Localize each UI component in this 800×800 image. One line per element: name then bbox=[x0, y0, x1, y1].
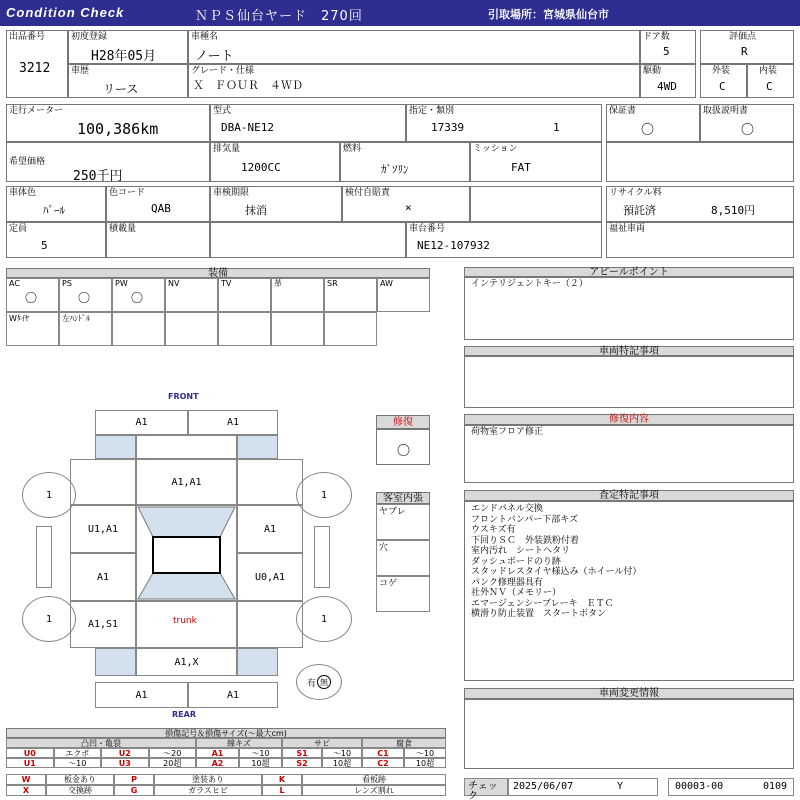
code-2: 0109 bbox=[763, 781, 788, 792]
appeal-text: インテリジェントキー（２） bbox=[471, 279, 588, 289]
grade-score: R bbox=[741, 45, 748, 58]
change-info-title: 車両変更情報 bbox=[464, 688, 794, 699]
color-code-label: 色コード bbox=[109, 188, 146, 198]
fuel: ｶﾞｿﾘﾝ bbox=[381, 163, 409, 176]
warranty-box bbox=[606, 104, 700, 142]
insurance-box bbox=[342, 186, 470, 222]
transmission-label: ミッション bbox=[473, 144, 518, 154]
interior-damage-item bbox=[376, 576, 430, 612]
repair-details-box bbox=[464, 425, 794, 483]
check-label: チェック bbox=[468, 781, 498, 800]
designation-number: 17339 bbox=[431, 121, 465, 134]
equipment-label: SR bbox=[327, 279, 338, 288]
change-info-box bbox=[464, 699, 794, 769]
wheel-rear-right: 1 bbox=[296, 596, 352, 642]
inspection-notes-title: 査定特記事項 bbox=[464, 490, 794, 501]
wheel-rear-left: 1 bbox=[22, 596, 76, 642]
equipment-value: 〇 bbox=[131, 291, 144, 305]
load-label: 積載量 bbox=[109, 224, 137, 234]
first-reg-box bbox=[68, 30, 188, 64]
spare-mark: 無 bbox=[317, 675, 331, 689]
legend-symbol-cell: P bbox=[114, 774, 154, 785]
inspection-note-line: フロントバンパー下部キズ bbox=[471, 514, 579, 525]
category-number: 1 bbox=[553, 121, 560, 134]
legend-group-title: 凸凹・亀裂 bbox=[6, 738, 196, 748]
equipment-cell-2 bbox=[218, 312, 271, 346]
vehicle-notes-box bbox=[464, 356, 794, 408]
listing-no-label: 出品番号 bbox=[9, 32, 46, 42]
zone-rear-right: A1 bbox=[188, 682, 278, 708]
desired-price: 250千円 bbox=[73, 169, 123, 184]
legend-cell: 10超 bbox=[239, 758, 282, 768]
equipment-cell bbox=[165, 278, 218, 312]
rear-corner-right bbox=[237, 648, 278, 676]
zone-left-rear-fender: A1,S1 bbox=[70, 601, 136, 648]
welfare-box bbox=[606, 222, 794, 258]
legend-cell: ～10 bbox=[54, 758, 102, 768]
trunk-area bbox=[136, 601, 237, 648]
displacement-label: 排気量 bbox=[213, 144, 241, 154]
inspection-note-line: 横滑り防止装置 スタートボタン bbox=[471, 609, 607, 619]
warranty-label: 保証書 bbox=[609, 106, 637, 116]
transmission-box bbox=[470, 142, 602, 182]
zone-left-rear-door: A1 bbox=[70, 553, 136, 601]
equipment-cell bbox=[112, 278, 165, 312]
equipment-label-2: Wﾀｲﾔ bbox=[9, 314, 29, 323]
inspection-notes-box bbox=[464, 501, 794, 681]
color-box bbox=[6, 186, 106, 222]
spare-label: 有 bbox=[306, 678, 316, 689]
equipment-label: AC bbox=[9, 279, 20, 288]
equipment-cell bbox=[218, 278, 271, 312]
wheel-front-left: 1 bbox=[22, 472, 76, 518]
legend-group-title: 腐食 bbox=[362, 738, 446, 748]
legend-symbol-cell: L bbox=[262, 785, 302, 796]
legend-symbol-cell: 板金あり bbox=[46, 774, 114, 785]
equipment-cell bbox=[377, 278, 430, 312]
cabin-glass bbox=[136, 505, 237, 601]
legend-cell: 10超 bbox=[404, 758, 446, 768]
inspection: 抹消 bbox=[245, 204, 267, 217]
interior-damage-label: コゲ bbox=[379, 579, 398, 589]
equipment-label: TV bbox=[221, 279, 232, 288]
repair-box bbox=[376, 429, 430, 465]
rear-corner-left bbox=[95, 648, 136, 676]
vehicle-notes-title: 車両特記事項 bbox=[464, 346, 794, 356]
inspection-note-line: スタッドレスタイヤ様込み（ホイール付） bbox=[471, 567, 642, 577]
equipment-label: PW bbox=[115, 279, 128, 288]
equipment-cell-2 bbox=[6, 312, 59, 346]
equipment-label-2: 左ﾊﾝﾄﾞﾙ bbox=[62, 314, 90, 323]
listing-no: 3212 bbox=[19, 61, 51, 76]
recycle-box bbox=[606, 186, 794, 222]
equipment-cell bbox=[6, 278, 59, 312]
drive-label: 駆動 bbox=[643, 66, 662, 76]
rear-label: REAR bbox=[172, 710, 196, 719]
equipment-value: 〇 bbox=[78, 291, 91, 305]
legend-cell: エクボ bbox=[54, 748, 102, 758]
fuel-box bbox=[340, 142, 470, 182]
inspection-box bbox=[210, 186, 342, 222]
manual-box bbox=[700, 104, 794, 142]
legend-cell: A1 bbox=[196, 748, 239, 758]
color: ﾊﾟｰﾙ bbox=[43, 204, 65, 217]
zone-left-front-door: U1,A1 bbox=[70, 505, 136, 553]
legend bbox=[6, 728, 446, 798]
history: リース bbox=[103, 82, 139, 96]
desired-price-box bbox=[6, 142, 210, 182]
manual-label: 取扱説明書 bbox=[703, 106, 749, 116]
left-side-window bbox=[36, 526, 52, 588]
inspection-note-line: エンドパネル交換 bbox=[471, 504, 543, 514]
insurance: × bbox=[405, 201, 412, 214]
header-bar bbox=[0, 0, 800, 26]
inspection-note-line: ウスキズ有 bbox=[471, 525, 516, 535]
chassis-box bbox=[406, 222, 602, 258]
drive: 4WD bbox=[657, 80, 677, 93]
listing-no-box bbox=[6, 30, 68, 98]
capacity-label: 定員 bbox=[9, 224, 28, 234]
legend-cell: U3 bbox=[101, 758, 149, 768]
zone-rear-bumper-top: A1,X bbox=[136, 648, 237, 676]
inspection-note-line: エマージェンシーブレーキ ＥＴＣ bbox=[471, 598, 614, 609]
form-title: Condition Check bbox=[6, 5, 125, 20]
doors: 5 bbox=[663, 45, 670, 58]
inspection-label: 車検期限 bbox=[213, 188, 250, 198]
legend-group-title: 線キズ bbox=[196, 738, 282, 748]
interior-box bbox=[747, 64, 794, 98]
doors-box bbox=[640, 30, 696, 64]
first-reg-label: 初度登録 bbox=[71, 32, 108, 42]
history-box bbox=[68, 64, 188, 98]
mileage: 100,386km bbox=[77, 120, 159, 138]
color-label: 車体色 bbox=[9, 188, 37, 198]
welfare-label: 福祉車両 bbox=[609, 224, 646, 234]
legend-symbol-cell: X bbox=[6, 785, 46, 796]
chassis: NE12-107932 bbox=[417, 239, 490, 252]
legend-symbol-cell: W bbox=[6, 774, 46, 785]
color-code-box bbox=[106, 186, 210, 222]
model-code-label: 型式 bbox=[213, 106, 232, 116]
pickup-location: 引取場所：宮城県仙台市 bbox=[488, 8, 609, 21]
equipment-label: AW bbox=[380, 279, 393, 288]
auction-title: ＮＰＳ仙台ヤード 270回 bbox=[195, 9, 363, 24]
interior-damage-title: 客室内張 bbox=[376, 492, 430, 504]
equipment-label: 革 bbox=[274, 279, 282, 288]
mileage-label: 走行メーター bbox=[9, 106, 64, 116]
capacity-box bbox=[6, 222, 106, 258]
legend-cell: U1 bbox=[6, 758, 54, 768]
interior-label: 内装 bbox=[759, 66, 778, 76]
inspection-note-line: 社外ＮＶ（メモリー） bbox=[471, 588, 562, 598]
legend-cell: ～10 bbox=[322, 748, 362, 758]
code-1: 00003-00 bbox=[675, 781, 724, 792]
equipment-title: 装備 bbox=[6, 268, 430, 278]
desired-price-label: 希望価格 bbox=[9, 157, 46, 167]
equipment-cell bbox=[59, 278, 112, 312]
displacement: 1200CC bbox=[241, 161, 281, 174]
right-side-window bbox=[314, 526, 330, 588]
designation-label: 指定・類別 bbox=[409, 106, 455, 116]
interior-damage-item bbox=[376, 504, 430, 540]
legend-cell: C2 bbox=[362, 758, 404, 768]
checker: Y bbox=[617, 781, 624, 792]
car-diagram bbox=[0, 388, 376, 722]
equipment-cell-2 bbox=[165, 312, 218, 346]
grade: Ｘ ＦＯＵＲ ４ＷＤ bbox=[193, 79, 303, 92]
first-reg: H28年05月 bbox=[91, 49, 157, 64]
repair-value: 〇 bbox=[397, 444, 411, 459]
legend-symbol-cell: 交換跡 bbox=[46, 785, 114, 796]
legend-symbol-cell: ガラスヒビ bbox=[154, 785, 262, 796]
legend-cell: ～10 bbox=[404, 748, 446, 758]
legend-cell: U0 bbox=[6, 748, 54, 758]
exterior-box bbox=[700, 64, 747, 98]
capacity: 5 bbox=[41, 239, 48, 252]
grade-score-box bbox=[700, 30, 794, 64]
spare-tire bbox=[296, 664, 342, 700]
zone-front-left: A1 bbox=[95, 410, 188, 435]
legend-title: 損傷記号＆損傷サイズ(～最大cm) bbox=[6, 728, 446, 738]
legend-symbol-cell: 塗装あり bbox=[154, 774, 262, 785]
inspection-note-line: 室内汚れ シートヘタリ bbox=[471, 546, 571, 556]
legend-cell: C1 bbox=[362, 748, 404, 758]
repair-details-text: 荷物室フロア修正 bbox=[471, 427, 544, 437]
manual: 〇 bbox=[741, 123, 755, 138]
legend-symbol-cell: レンズ割れ bbox=[302, 785, 446, 796]
front-fender-left bbox=[70, 459, 136, 505]
blank-box-2 bbox=[210, 222, 406, 258]
load-box bbox=[106, 222, 210, 258]
model-name: ノート bbox=[195, 49, 234, 64]
model-name-label: 車種名 bbox=[191, 32, 219, 42]
fuel-label: 燃料 bbox=[343, 144, 362, 154]
insurance-label: 検付自賠責 bbox=[345, 188, 391, 198]
front-label: FRONT bbox=[168, 392, 199, 401]
inspection-note-line: 下回りＳＣ 外装鉄粉付着 bbox=[471, 535, 580, 546]
model-code-box bbox=[210, 104, 406, 142]
legend-cell: ～20 bbox=[149, 748, 197, 758]
transmission: FAT bbox=[511, 161, 531, 174]
exterior: C bbox=[719, 80, 726, 93]
appeal-box bbox=[464, 277, 794, 340]
wheel-front-right: 1 bbox=[296, 472, 352, 518]
equipment-value: 〇 bbox=[25, 291, 38, 305]
check-date: 2025/06/07 bbox=[513, 781, 574, 792]
zone-hood: A1,A1 bbox=[136, 459, 237, 505]
appeal-title: アピールポイント bbox=[464, 267, 794, 277]
legend-cell: U2 bbox=[101, 748, 149, 758]
equipment-cell bbox=[324, 278, 377, 312]
recycle-status: 預託済 bbox=[623, 204, 656, 217]
check-date-cell bbox=[508, 778, 658, 796]
warranty: 〇 bbox=[641, 123, 655, 138]
mileage-box bbox=[6, 104, 210, 142]
designation-box bbox=[406, 104, 602, 142]
blank-mid-box bbox=[470, 186, 602, 222]
legend-cell: 10超 bbox=[322, 758, 362, 768]
front-corner-left bbox=[95, 435, 136, 459]
equipment-label: PS bbox=[62, 279, 72, 288]
legend-cell: S2 bbox=[282, 758, 322, 768]
check-label-cell bbox=[464, 778, 508, 800]
recycle-fee: 8,510円 bbox=[711, 204, 756, 217]
right-rear-fender bbox=[237, 601, 303, 648]
zone-right-front-door: A1 bbox=[237, 505, 303, 553]
displacement-box bbox=[210, 142, 340, 182]
legend-cell: ～10 bbox=[239, 748, 282, 758]
color-code: QAB bbox=[151, 202, 171, 215]
interior: C bbox=[766, 80, 773, 93]
chassis-label: 車台番号 bbox=[409, 224, 446, 234]
exterior-label: 外装 bbox=[712, 66, 731, 76]
equipment-cell-2 bbox=[59, 312, 112, 346]
interior-damage-label: 穴 bbox=[379, 543, 389, 553]
zone-front-right: A1 bbox=[188, 410, 278, 435]
equipment-cell-2 bbox=[112, 312, 165, 346]
legend-cell: A2 bbox=[196, 758, 239, 768]
zone-right-rear-door: U0,A1 bbox=[237, 553, 303, 601]
legend-cell: 20超 bbox=[149, 758, 197, 768]
legend-symbol-cell: G bbox=[114, 785, 154, 796]
equipment-cell-2 bbox=[271, 312, 324, 346]
inspection-note-line: ダッシュボードのり跡 bbox=[471, 556, 561, 567]
repair-details-title: 修復内容 bbox=[464, 414, 794, 425]
legend-symbol-cell: 看板跡 bbox=[302, 774, 446, 785]
grade-box bbox=[188, 64, 640, 98]
legend-cell: S1 bbox=[282, 748, 322, 758]
front-mid bbox=[136, 435, 237, 459]
zone-rear-left: A1 bbox=[95, 682, 188, 708]
model-code: DBA-NE12 bbox=[221, 121, 274, 134]
inspection-note-line: パンク修理器具有 bbox=[471, 577, 543, 588]
equipment-cell-2 bbox=[324, 312, 377, 346]
equipment-cell bbox=[271, 278, 324, 312]
repair-title: 修復 bbox=[376, 415, 430, 429]
doors-label: ドア数 bbox=[643, 32, 670, 42]
equipment-label: NV bbox=[168, 279, 180, 288]
interior-damage-item bbox=[376, 540, 430, 576]
front-fender-right bbox=[237, 459, 303, 505]
recycle-label: リサイクル料 bbox=[609, 188, 662, 198]
history-label: 車歴 bbox=[71, 66, 90, 76]
front-corner-right bbox=[237, 435, 278, 459]
grade-score-label: 評価点 bbox=[729, 32, 757, 42]
code-cell bbox=[668, 778, 794, 796]
grade-label: グレード・仕様 bbox=[191, 66, 255, 76]
blank-right-box bbox=[606, 142, 794, 182]
footer bbox=[464, 778, 794, 800]
drive-box bbox=[640, 64, 696, 98]
interior-damage-label: ヤブレ bbox=[379, 507, 406, 517]
model-name-box bbox=[188, 30, 640, 64]
legend-group-title: サビ bbox=[282, 738, 362, 748]
trunk-label: trunk bbox=[173, 616, 197, 626]
legend-symbol-cell: K bbox=[262, 774, 302, 785]
